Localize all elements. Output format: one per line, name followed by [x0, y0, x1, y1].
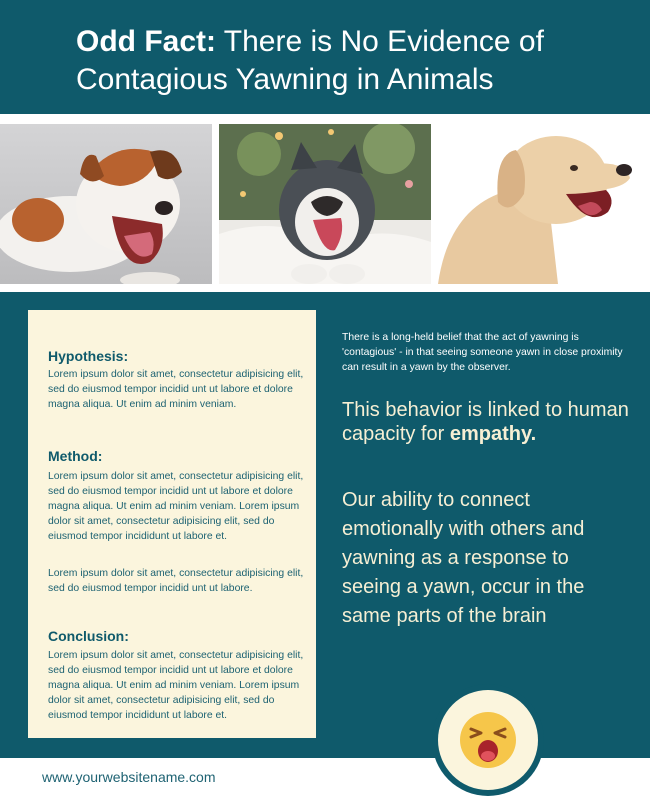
page-title — [76, 23, 636, 99]
website-url[interactable]: www.yourwebsitename.com — [42, 769, 216, 785]
yawning-puppy-icon — [0, 124, 212, 284]
intro-text: There is a long-held belief that the act of yawning is 'contagious' - in that seeing someone yawn in close proximity can result in a yawn by the observer. — [342, 332, 623, 373]
conclusion-heading: Conclusion: — [48, 628, 129, 644]
emoji-badge — [432, 684, 544, 796]
photo-strip — [0, 124, 650, 284]
title-bold: Odd Fact: — [76, 25, 216, 58]
empathy-emphasis: empathy. — [449, 423, 537, 445]
yawning-labrador-puppy-icon — [438, 124, 650, 284]
method-text-2: Lorem ipsum dolor sit amet, consectetur adipisicing elit, sed do eiusmod tempor incidid unt ut labore. — [48, 568, 304, 594]
hypothesis-text: Lorem ipsum dolor sit amet, consectetur adipisicing elit, sed do eiusmod tempor incidid unt ut labore et dolore magna aliqua. Ut enim ad minim veniam. — [48, 369, 304, 410]
conclusion-text: Lorem ipsum dolor sit amet, consectetur adipisicing elit, sed do eiusmod tempor incidid unt ut labore et dolore magna aliqua. Ut enim ad minim veniam. Lorem ipsum dolor sit amet, consectetur adipisicing elit, sed do eiusmod tempor incididunt ut labore et. — [48, 650, 304, 721]
main-section — [0, 292, 650, 758]
yawning-husky-puppy-icon — [219, 124, 431, 284]
yawning-face-icon — [459, 711, 517, 769]
empathy-text: This behavior is linked to human capacity for — [342, 399, 629, 445]
empathy-statement — [342, 398, 632, 446]
method-text-1: Lorem ipsum dolor sit amet, consectetur adipisicing elit, sed do eiusmod tempor incidid unt ut labore et dolore magna aliqua. Ut enim ad minim veniam. Lorem ipsum dolor sit amet, consectetur adipisicing elit, sed do eiusmod tempor incididunt ut labore et. — [48, 471, 304, 542]
hypothesis-heading: Hypothesis: — [48, 348, 129, 364]
header-banner — [0, 0, 650, 114]
emoji-badge-inner — [438, 690, 538, 790]
brain-statement: Our ability to connect emotionally with others and yawning as a response to seeing a yawn, occur in the same parts of the brain — [342, 489, 585, 627]
title-rest: There is No Evidence of Contagious Yawning in Animals — [76, 25, 544, 96]
experiment-card — [28, 310, 316, 738]
method-heading: Method: — [48, 448, 103, 464]
